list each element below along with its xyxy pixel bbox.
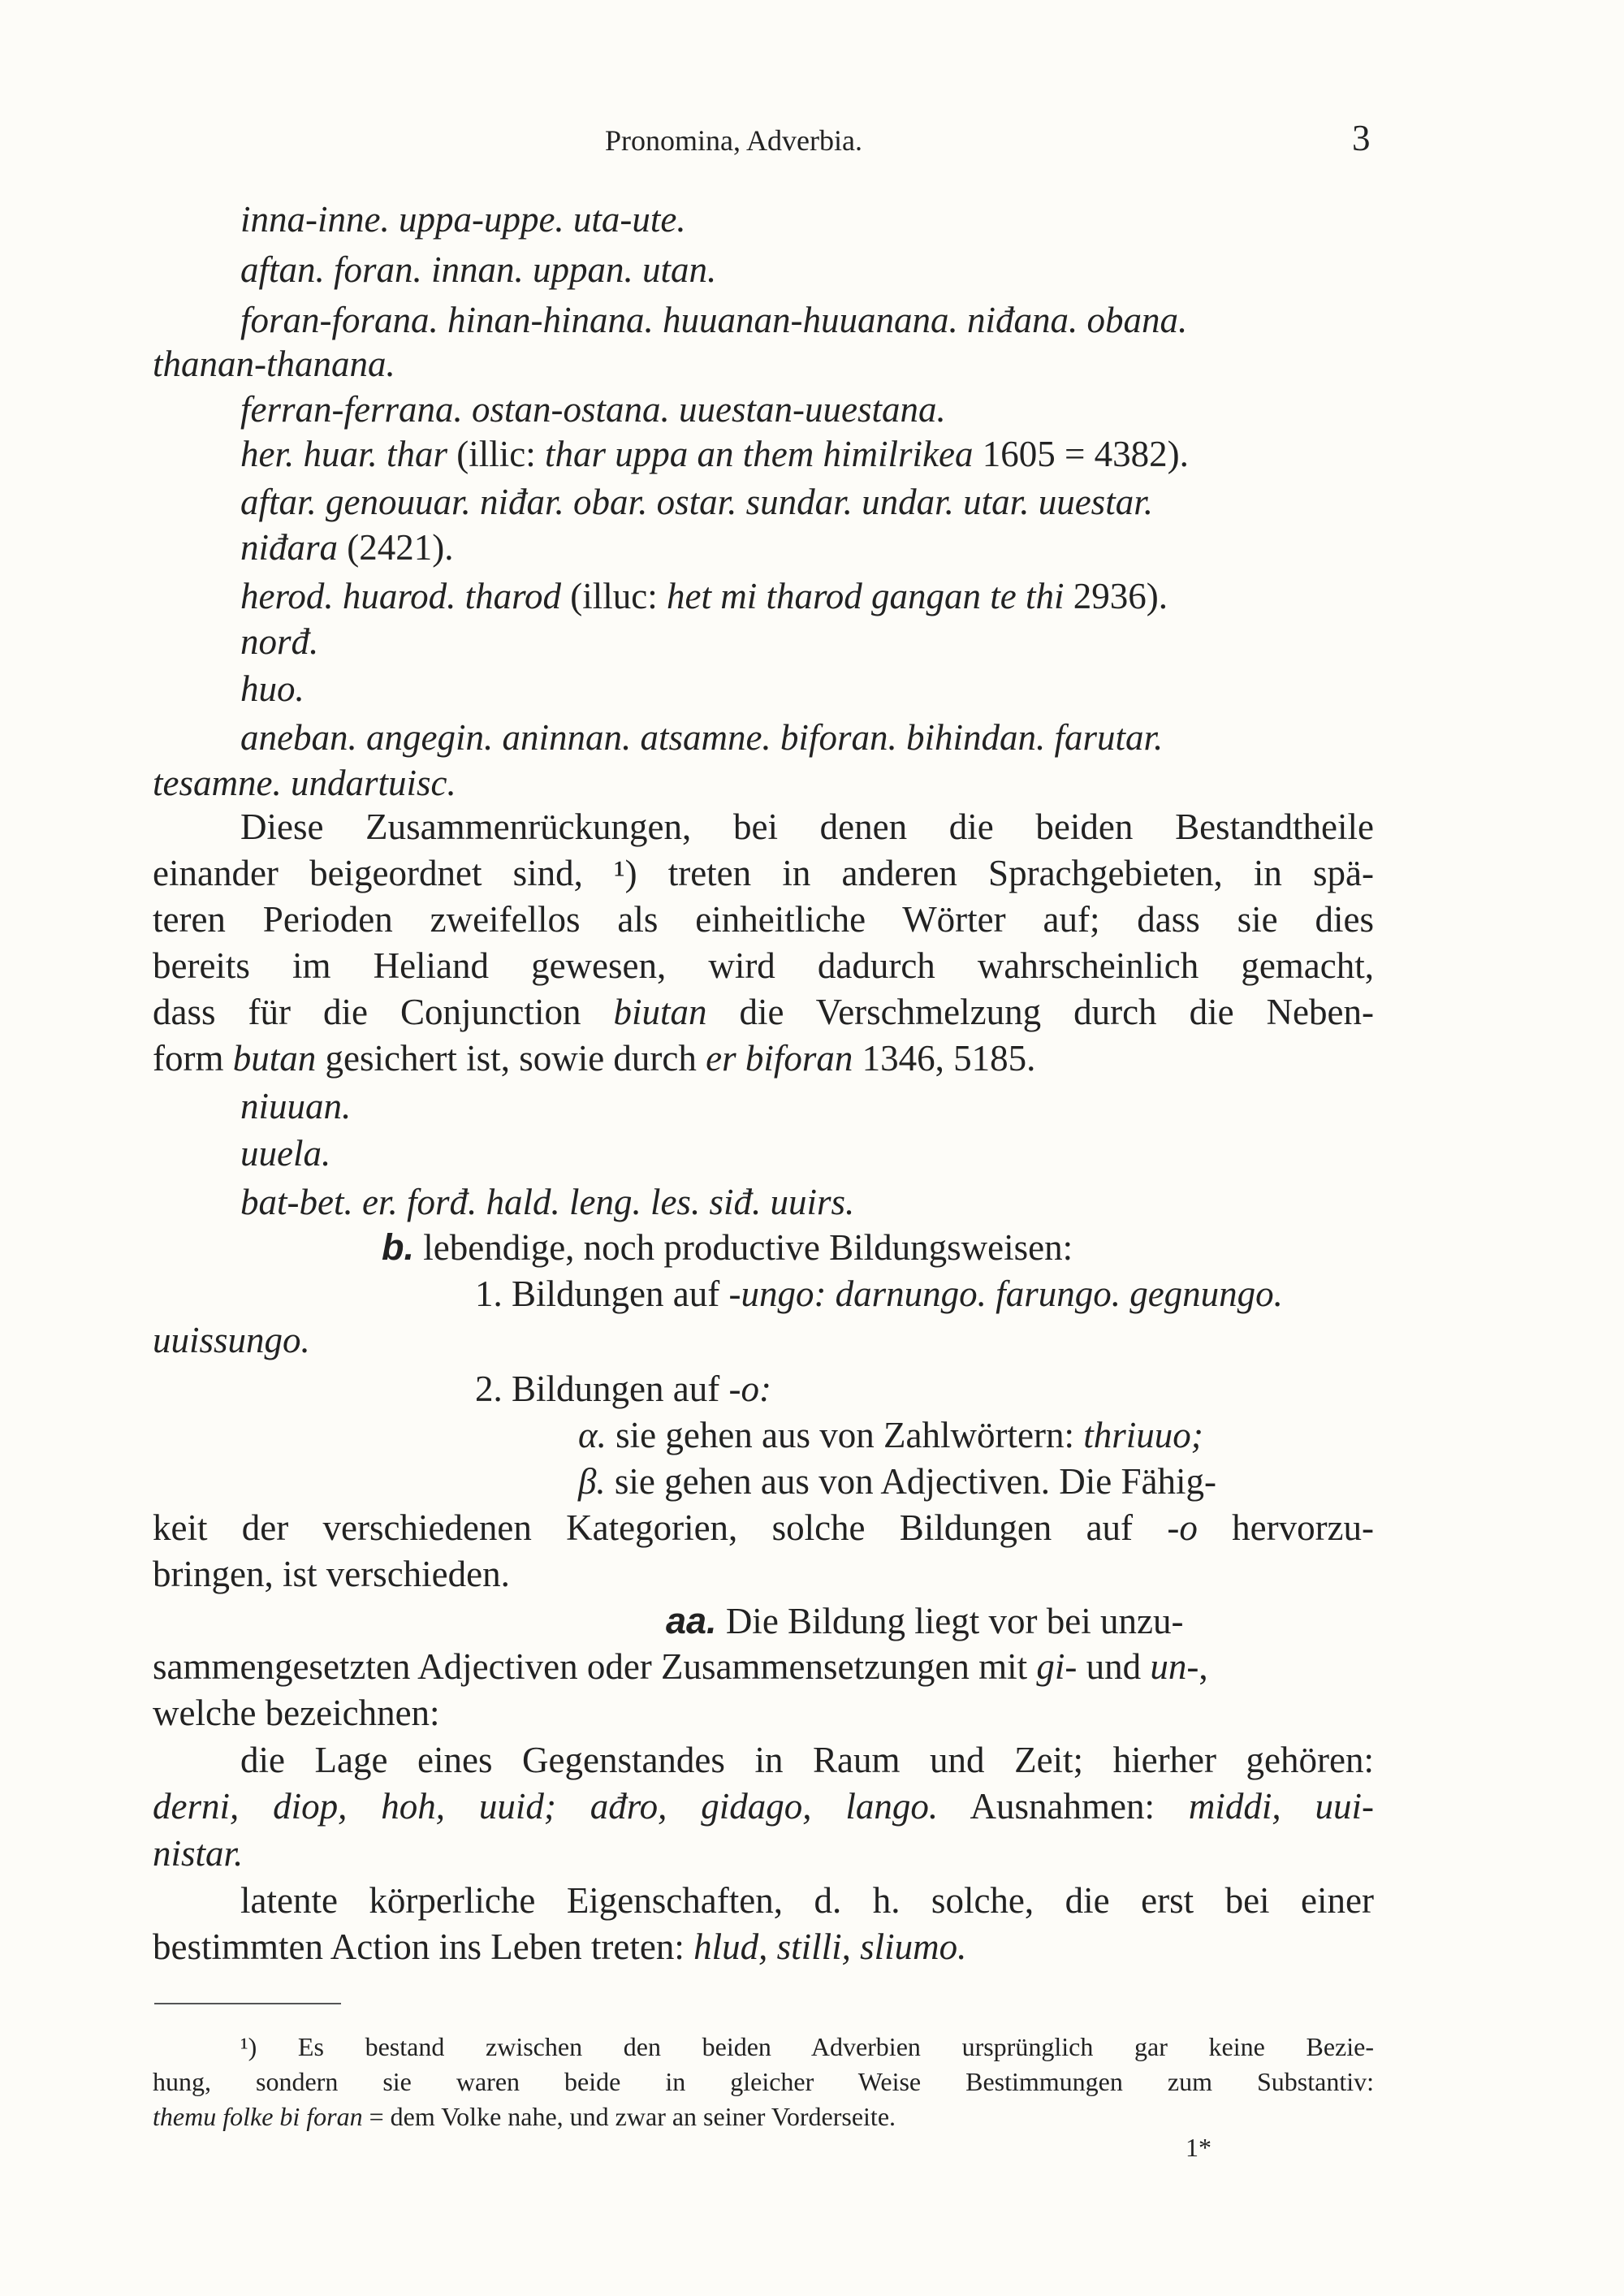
verse-ref: (2421). (338, 527, 454, 568)
signature-mark: 1* (1186, 2133, 1212, 2162)
text: gesichert ist, sowie durch (316, 1038, 706, 1079)
word-list-line: uuela. (240, 1133, 331, 1174)
adverb: niđara (240, 527, 339, 568)
paragraph-line: die Lage eines Gegenstandes in Raum und Zeit; hierher gehören: (240, 1740, 1374, 1780)
citation: het mi tharod gangan te thi (666, 576, 1065, 616)
paragraph-line (153, 1926, 967, 1967)
word: biutan (613, 992, 707, 1032)
paragraph-line (153, 1788, 1374, 1825)
marker: β. (578, 1461, 606, 1502)
subsection-line (578, 1417, 1203, 1454)
verse-ref: 1346, 5185. (853, 1038, 1036, 1079)
subsection-line (666, 1602, 1183, 1640)
word-list-line (240, 578, 1168, 615)
verse-ref: 1605 = 4382). (973, 434, 1189, 474)
text: , (1199, 1646, 1208, 1687)
footnote-line (153, 2104, 896, 2130)
adverbs: herod. huarod. tharod (240, 576, 562, 616)
prefix: gi- (1036, 1646, 1078, 1687)
word: er biforan (706, 1038, 853, 1079)
word-list-line (240, 527, 454, 568)
text: dass für die Conjunction (153, 992, 614, 1032)
word-list-line: niuuan. (240, 1086, 352, 1126)
text: Ausnahmen: (938, 1786, 1189, 1827)
paragraph-line: bereits im Heliand gewesen, wird dadurch wahrscheinlich gemacht, (153, 945, 1374, 986)
number: 2. (475, 1369, 503, 1409)
paragraph-line (153, 1646, 1208, 1687)
word-list-line: tesamne. undartuisc. (153, 763, 456, 803)
examples: middi, uui- (1188, 1786, 1374, 1827)
paragraph-line: bringen, ist verschieden. (153, 1554, 510, 1594)
adverbs: her. huar. thar (240, 434, 448, 474)
word-list-line (240, 436, 1189, 473)
subsection-line (475, 1273, 1283, 1314)
text: keit der verschiedenen Kategorien, solche Bildungen auf (153, 1507, 1168, 1548)
examples: derni, diop, hoh, uuid; ađro, gidago, lango. (153, 1786, 939, 1827)
paragraph-line (153, 994, 1374, 1031)
marker: aa. (666, 1600, 717, 1641)
example: thriuuo; (1083, 1415, 1203, 1455)
text: sie gehen aus von Adjectiven. Die Fähig- (605, 1461, 1216, 1502)
suffix: -o (1167, 1507, 1198, 1548)
number: 1. (475, 1273, 503, 1314)
paragraph-line: Diese Zusammenrückungen, bei denen die beiden Bestandtheile (240, 806, 1374, 847)
paragraph-line: latente körperliche Eigenschaften, d. h. solche, die erst bei einer (240, 1880, 1374, 1921)
paragraph-line: teren Perioden zweifellos als einheitliche Wörter auf; dass sie dies (153, 899, 1374, 940)
text: die Verschmelzung durch die Neben- (706, 992, 1374, 1032)
word-list-line: bat-bet. er. forđ. hald. leng. les. siđ. uuirs. (240, 1182, 855, 1222)
word-list-line: inna-inne. uppa-uppe. uta-ute. (240, 199, 686, 240)
paragraph-line: nistar. (153, 1833, 244, 1874)
examples: -ungo: darnungo. farungo. gegnungo. (728, 1273, 1283, 1314)
citation: themu folke bi foran (153, 2102, 363, 2131)
text: form (153, 1038, 233, 1079)
paragraph-line: welche bezeichnen: (153, 1693, 440, 1733)
word-list-line: norđ. (240, 621, 319, 662)
subsection-line (475, 1371, 771, 1407)
citation: thar uppa an them himilrikea (545, 434, 974, 474)
text: hervorzu- (1197, 1507, 1375, 1548)
text: Bildungen auf (502, 1273, 729, 1314)
word-list-line: aftan. foran. innan. uppan. utan. (240, 249, 717, 290)
gloss: (illuc: (561, 576, 667, 616)
paragraph-line: einander beigeordnet sind, ¹) treten in anderen Sprachgebieten, in spä- (153, 853, 1374, 893)
text: und (1077, 1646, 1151, 1687)
footnote-line: hung, sondern sie waren beide in gleicher Weise Bestimmungen zum Substantiv: (153, 2067, 1374, 2096)
footnote-rule (154, 2003, 341, 2004)
word-list-line: anebаn. angegin. aninnan. atsamne. biforan. bihindan. farutar. (240, 717, 1164, 758)
gloss: (illic: (447, 434, 546, 474)
word-list-line: thanan-thanana. (153, 344, 395, 384)
verse-ref: 2936). (1064, 576, 1168, 616)
running-header: Pronomina, Adverbia. (605, 124, 862, 157)
prefix: un- (1150, 1646, 1199, 1687)
paragraph-line (153, 1040, 1035, 1077)
word: butan (232, 1038, 317, 1079)
text: lebendige, noch productive Bildungsweisen: (414, 1227, 1073, 1268)
section-heading (382, 1226, 1073, 1268)
subsection-line (578, 1461, 1216, 1502)
text: = dem Volke nahe, und zwar an seiner Vorderseite. (362, 2102, 896, 2131)
word-list-line: ferran-ferrana. ostan-ostana. uuestan-uuestana. (240, 389, 946, 430)
text: bestimmten Action ins Leben treten: (153, 1926, 694, 1967)
text: sammengesetzten Adjectiven oder Zusammensetzungen mit (153, 1646, 1037, 1687)
text: sie gehen aus von Zahlwörtern: (606, 1415, 1084, 1455)
footnote-line: ¹) Es bestand zwischen den beiden Adverbien ursprünglich gar keine Bezie- (240, 2032, 1374, 2061)
word-list-line: huo. (240, 668, 304, 709)
section-marker: b. (382, 1226, 414, 1268)
examples: hlud, stilli, sliumo. (693, 1926, 967, 1967)
text: Die Bildung liegt vor bei unzu- (716, 1601, 1184, 1641)
suffix: -o: (728, 1369, 771, 1409)
word-list-line: uuissungo. (153, 1320, 310, 1360)
paragraph-line (153, 1507, 1375, 1548)
marker: α. (578, 1415, 607, 1455)
text: Bildungen auf (502, 1369, 729, 1409)
page-number: 3 (1352, 118, 1371, 158)
word-list-line: foran-forana. hinan-hinana. huuanan-huuanana. niđana. obana. (240, 300, 1188, 340)
word-list-line: aftar. genouuar. niđar. obar. ostar. sundar. undar. utar. uuestar. (240, 482, 1153, 522)
